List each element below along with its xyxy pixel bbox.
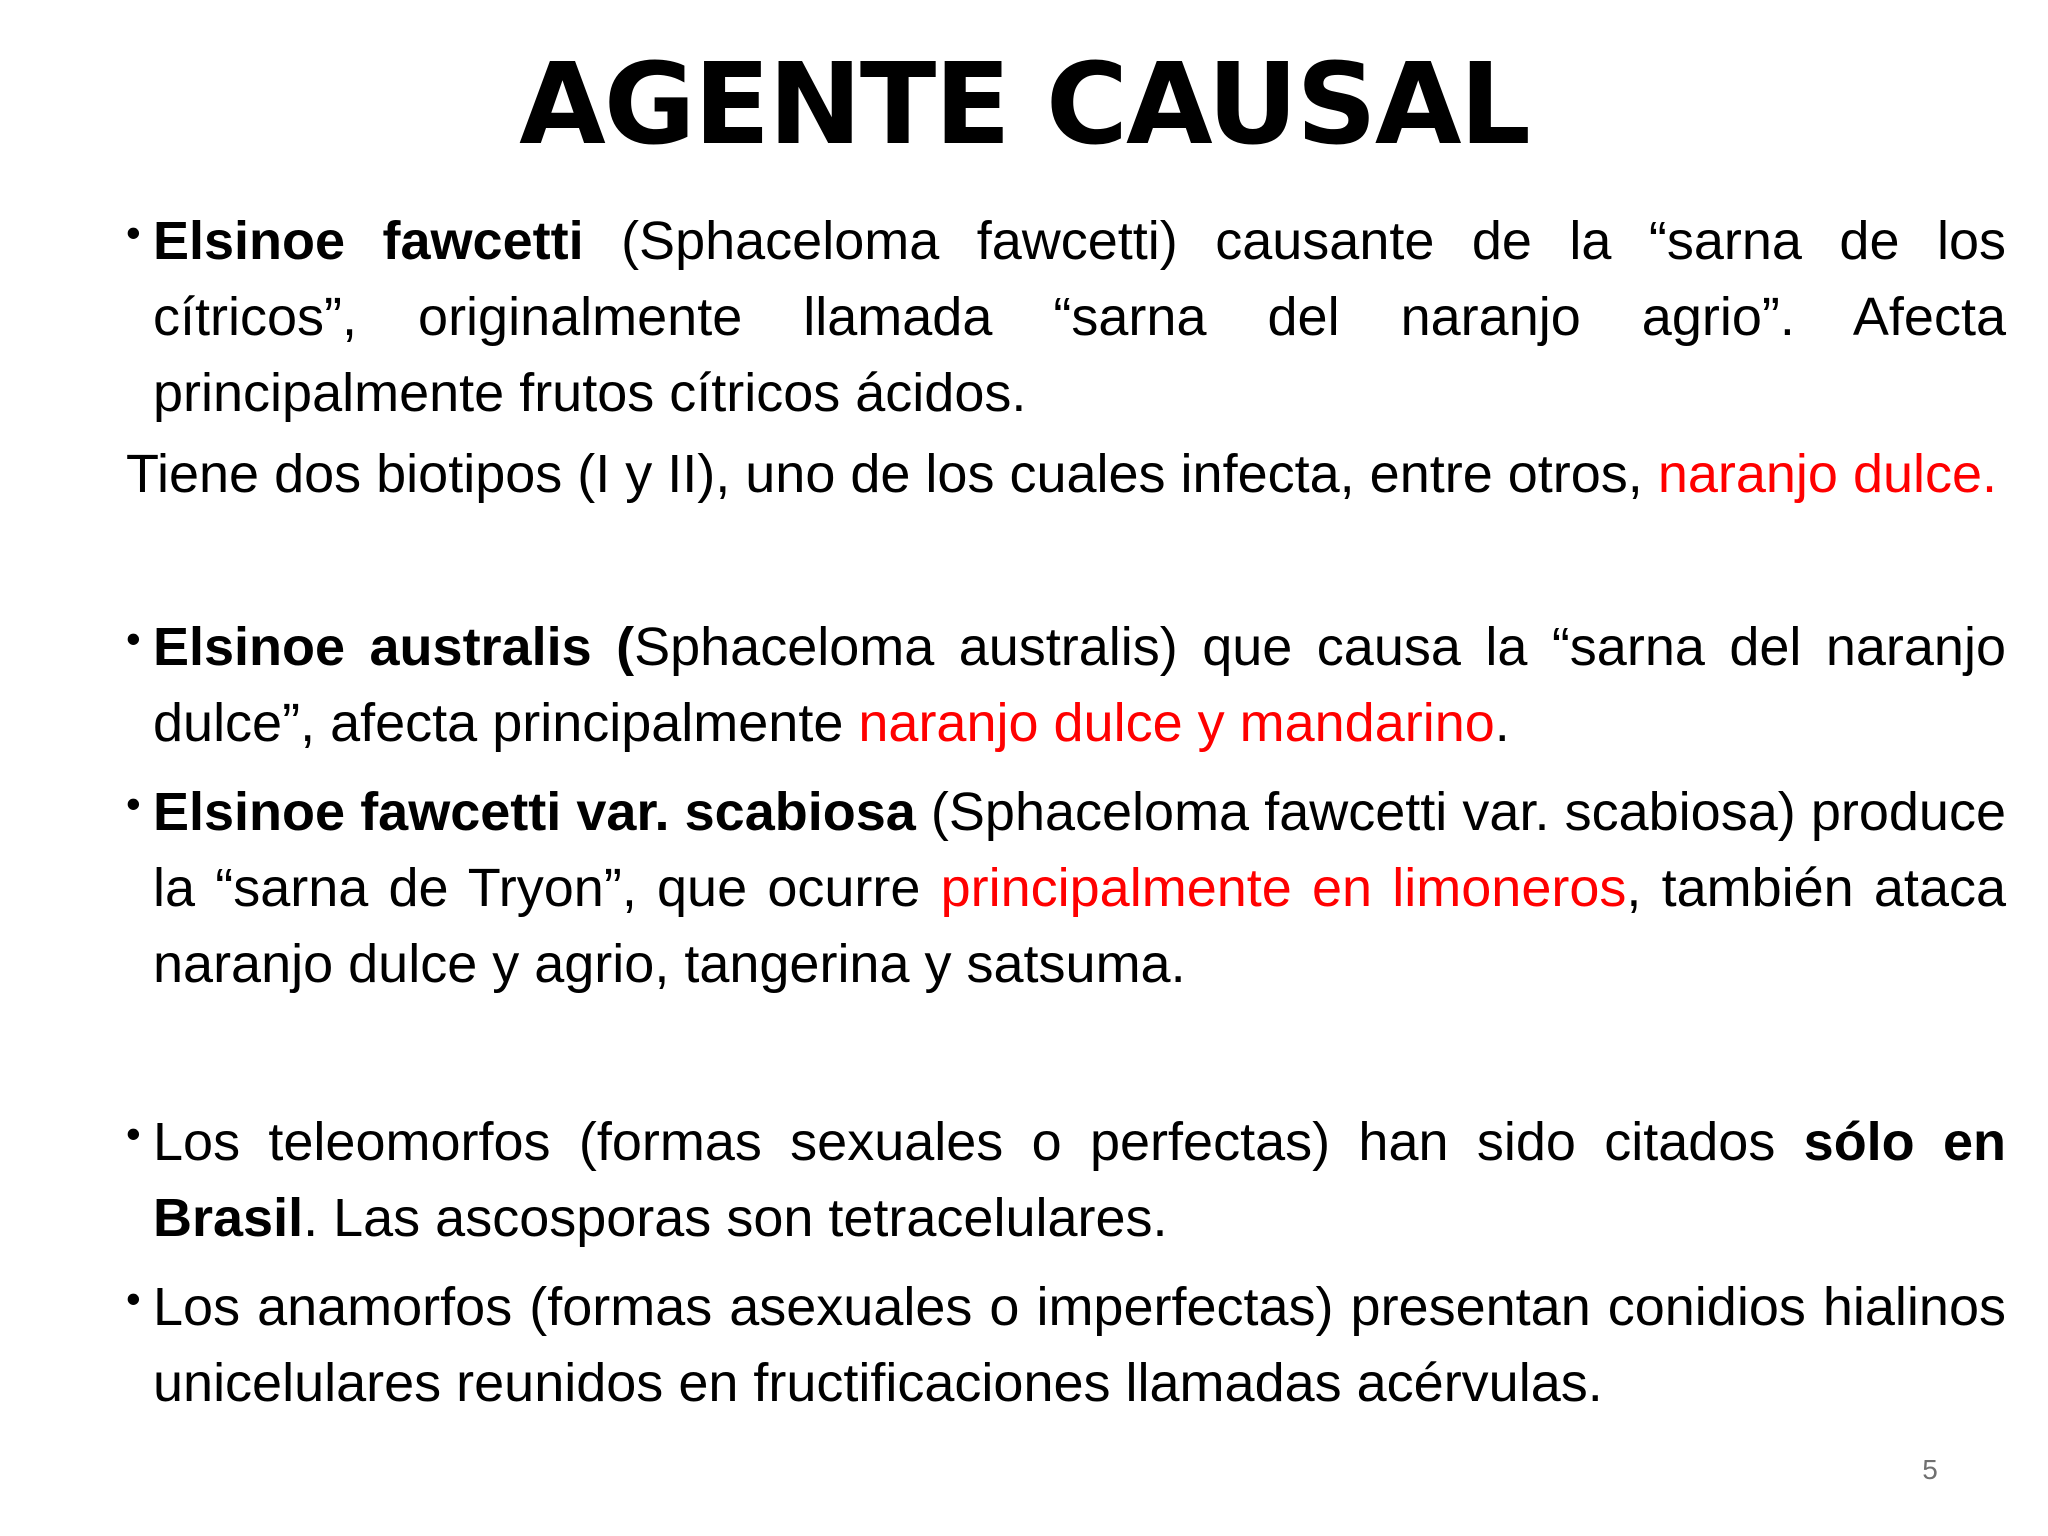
paragraph-text: (Sphaceloma fawcetti var. scabiosa) produce la “sarna de Tryon”, que ocurre xyxy=(153,782,2006,918)
paragraph-text: . xyxy=(1494,693,1510,753)
bullet-marker: • xyxy=(126,1275,141,1322)
page-number: 5 xyxy=(1922,1454,1938,1485)
bullet-paragraph-elsinoe-scabiosa xyxy=(126,766,2006,1002)
highlight-text: naranjo dulce y mandarino xyxy=(858,693,1495,753)
bullet-paragraph-elsinoe-australis xyxy=(126,601,2006,761)
bullet-marker: • xyxy=(126,1110,141,1157)
paragraph-text: , también ataca naranjo dulce y agrio, tangerina y satsuma. xyxy=(153,858,2007,994)
paragraph-text: (Sphaceloma fawcetti) causante de la “sarna de los cítricos”, originalmente llamada “sarna del naranjo agrio”. Afecta principalmente frutos cítricos ácidos. xyxy=(153,211,2006,423)
bullet-marker: • xyxy=(126,615,141,662)
highlight-text: principalmente en limoneros xyxy=(940,858,1627,918)
species-name: Elsinoe australis ( xyxy=(153,617,635,677)
bold-text: sólo en Brasil xyxy=(153,1112,2007,1248)
paragraph-text: Tiene dos biotipos (I y II), uno de los cuales infecta, entre otros, xyxy=(126,444,1658,504)
bullet-paragraph-teleomorfos xyxy=(126,1096,2006,1256)
bullet-marker: • xyxy=(126,780,141,827)
highlight-text: naranjo dulce. xyxy=(1657,444,1998,504)
paragraph-text: Los teleomorfos (formas sexuales o perfectas) han sido citados xyxy=(153,1112,1804,1172)
paragraph-text: Los anamorfos (formas asexuales o imperfectas) presentan conidios hialinos unicelulares reunidos en fructificaciones llamadas acérvulas. xyxy=(153,1277,2006,1413)
bullet-paragraph-elsinoe-fawcetti xyxy=(126,195,2006,431)
slide-title: AGENTE CAUSAL xyxy=(519,40,1529,170)
paragraph-biotipos xyxy=(126,436,2006,512)
paragraph-text: Sphaceloma australis) que causa la “sarna del naranjo dulce”, afecta principalmente xyxy=(153,617,2006,753)
bullet-marker: • xyxy=(126,209,141,256)
species-name: Elsinoe fawcetti var. scabiosa xyxy=(153,782,916,842)
bullet-paragraph-anamorfos xyxy=(126,1261,2006,1421)
paragraph-text: . Las ascosporas son tetracelulares. xyxy=(303,1188,1168,1248)
species-name: Elsinoe fawcetti xyxy=(153,211,584,271)
